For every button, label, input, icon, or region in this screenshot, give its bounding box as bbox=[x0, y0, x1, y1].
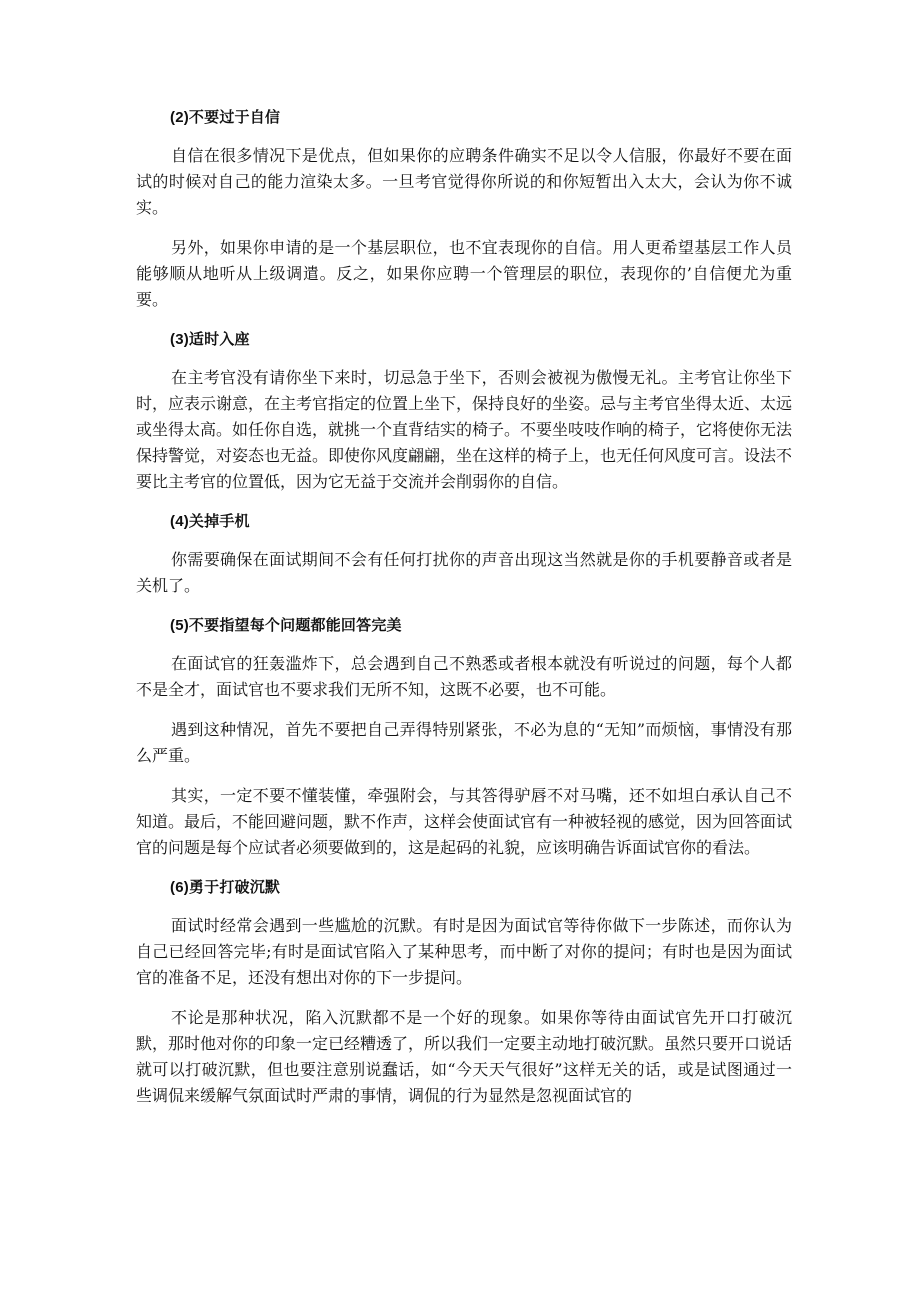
section-break-silence bbox=[136, 875, 792, 1109]
section-heading: (3)适时入座 bbox=[170, 331, 250, 348]
section-turn-off-phone bbox=[136, 509, 792, 599]
paragraph: 遇到这种情况，首先不要把自己弄得特别紧张，不必为息的“无知”而烦恼，事情没有那么严重。 bbox=[136, 720, 792, 765]
paragraph: 另外，如果你申请的是一个基层职位，也不宜表现你的自信。用人更希望基层工作人员能够顺从地听从上级调遣。反之，如果你应聘一个管理层的职位，表现你的’自信便尤为重要。 bbox=[136, 238, 792, 309]
section-heading: (2)不要过于自信 bbox=[170, 109, 281, 126]
section-heading: (6)勇于打破沉默 bbox=[170, 879, 281, 896]
document-body bbox=[136, 105, 792, 1123]
section-heading: (4)关掉手机 bbox=[170, 513, 250, 530]
paragraph: 自信在很多情况下是优点，但如果你的应聘条件确实不足以令人信服，你最好不要在面试的时候对自己的能力渲染太多。一旦考官觉得你所说的和你短暂出入太大，会认为你不诚实。 bbox=[136, 146, 792, 217]
paragraph: 面试时经常会遇到一些尴尬的沉默。有时是因为面试官等待你做下一步陈述，而你认为自己已经回答完毕;有时是面试官陷入了某种思考，而中断了对你的提问；有时也是因为面试官的准备不足，还没有想出对你的下一步提问。 bbox=[136, 916, 792, 987]
paragraph: 其实，一定不要不懂装懂，牵强附会，与其答得驴唇不对马嘴，还不如坦白承认自己不知道。最后，不能回避问题，默不作声，这样会使面试官有一种被轻视的感觉，因为回答面试官的问题是每个应试者必须要做到的，这是起码的礼貌，应该明确告诉面试官你的看法。 bbox=[136, 786, 793, 857]
paragraph: 你需要确保在面试期间不会有任何打扰你的声音出现这当然就是你的手机要静音或者是关机了。 bbox=[136, 550, 792, 595]
paragraph: 在面试官的狂轰滥炸下，总会遇到自己不熟悉或者根本就没有听说过的问题，每个人都不是全才，面试官也不要求我们无所不知，这既不必要，也不可能。 bbox=[136, 654, 792, 699]
paragraph: 在主考官没有请你坐下来时，切忌急于坐下，否则会被视为傲慢无礼。主考官让你坐下时，应表示谢意，在主考官指定的位置上坐下，保持良好的坐姿。忌与主考官坐得太近、太远或坐得太高。如任你自选，就挑一个直背结实的椅子。不要坐吱吱作响的椅子，它将使你无法保持警觉，对姿态也无益。即使你风度翩翩，坐在这样的椅子上，也无任何风度可言。设法不要比主考官的位置低，因为它无益于交流并会削弱你的自信。 bbox=[136, 368, 793, 491]
section-not-overconfident bbox=[136, 105, 792, 313]
section-heading: (5)不要指望每个问题都能回答完美 bbox=[170, 617, 402, 634]
section-no-perfect-answers bbox=[136, 613, 792, 861]
section-timely-seating bbox=[136, 327, 792, 495]
paragraph: 不论是那种状况，陷入沉默都不是一个好的现象。如果你等待由面试官先开口打破沉默，那时他对你的印象一定已经糟透了，所以我们一定要主动地打破沉默。虽然只要开口说话就可以打破沉默，但也要注意别说蠢话，如“今天天气很好”这样无关的话，或是试图通过一些调侃来缓解气氛面试时严肃的事情，调侃的行为显然是忽视面试官的 bbox=[136, 1008, 793, 1105]
